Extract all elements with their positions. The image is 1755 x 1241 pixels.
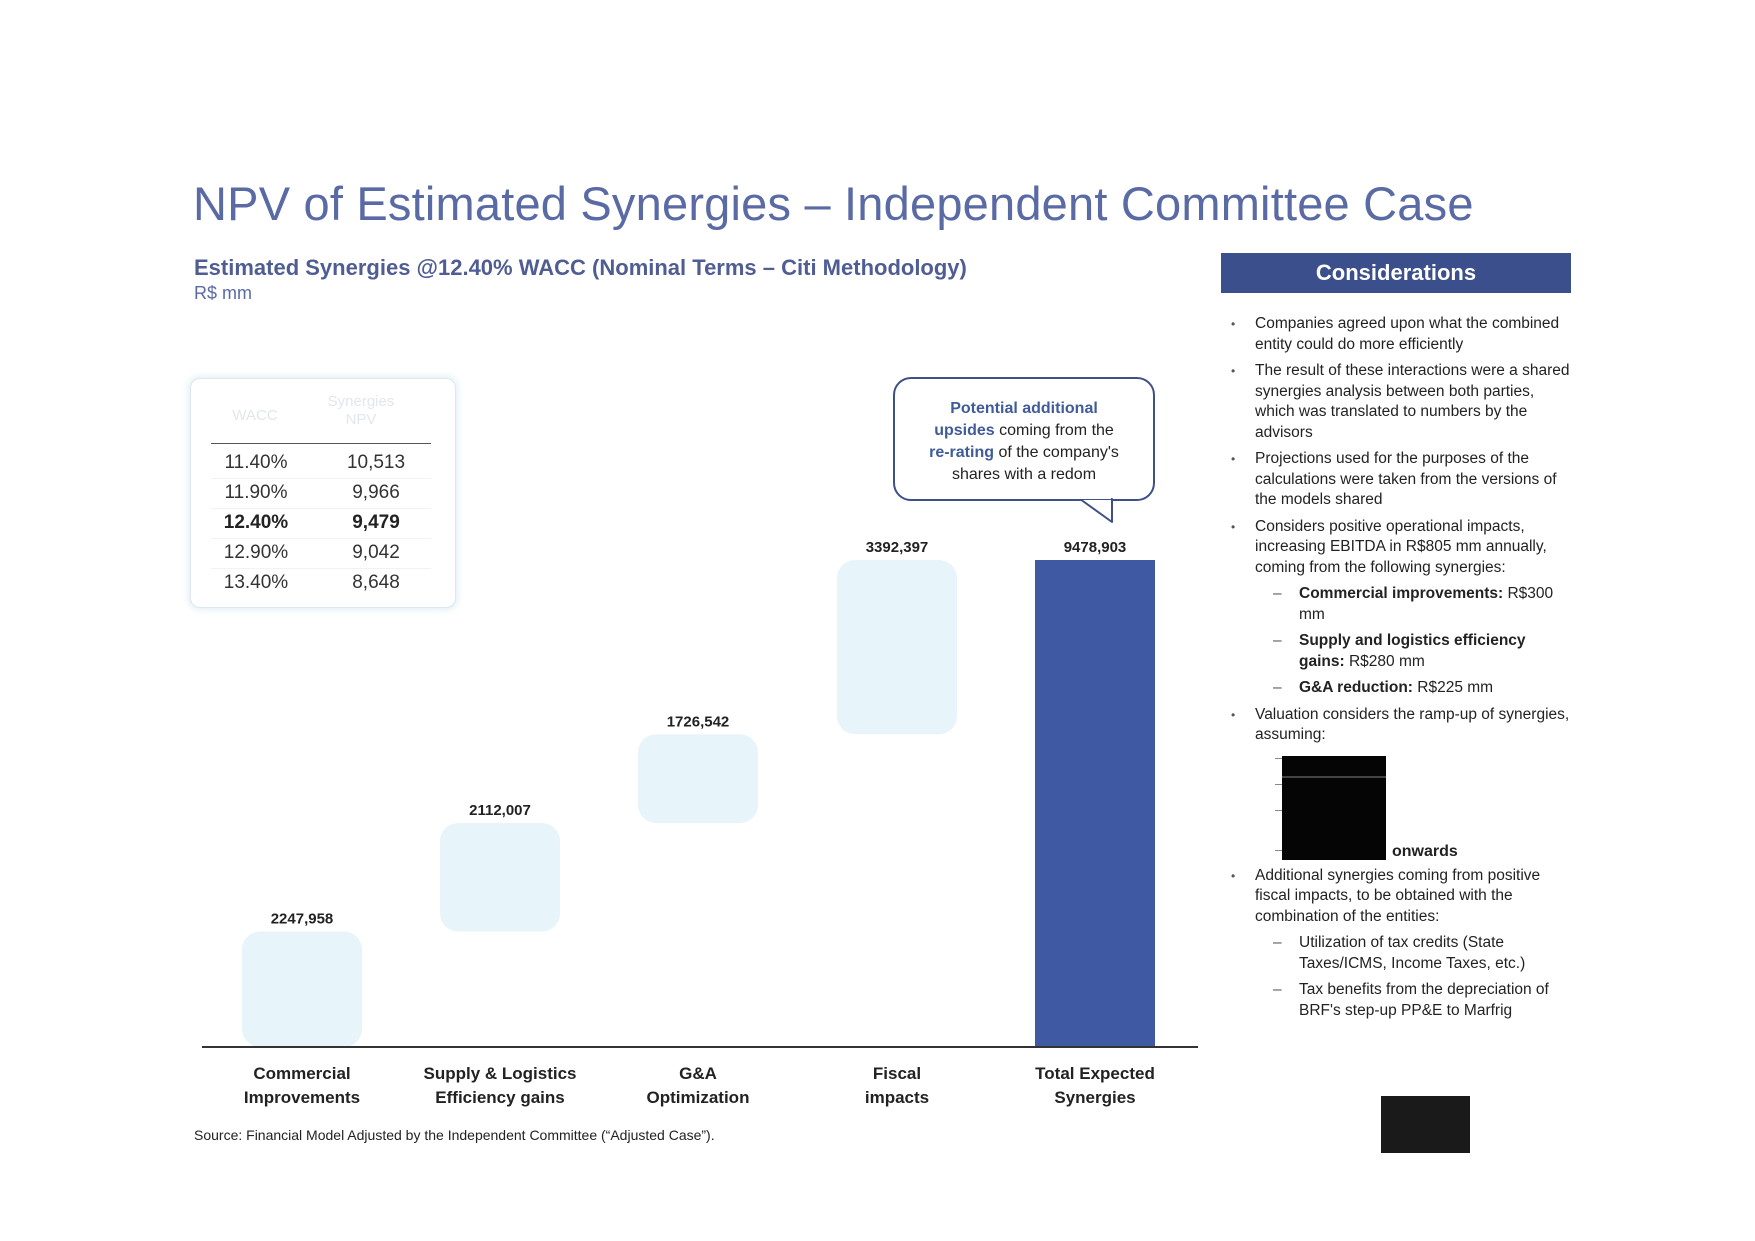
wacc-cell: 12.90% <box>223 542 289 563</box>
data-label: 3392,397 <box>865 538 929 556</box>
redacted-area <box>1225 746 1575 860</box>
list-item: • Considers positive operational impacts, increasing EBITDA in R$805 mm annually, coming from the following synergies: <box>1225 517 1575 579</box>
waterfall-bar <box>440 823 560 932</box>
wacc-sensitivity-table <box>190 378 456 608</box>
sub-item-dash <box>1275 850 1282 851</box>
chart-subtitle: Estimated Synergies @12.40% WACC (Nominal Terms – Citi Methodology) <box>194 255 967 280</box>
table-row <box>211 478 431 509</box>
source-note: Source: Financial Model Adjusted by the Independent Committee (“Adjusted Case”). <box>194 1127 715 1143</box>
category-label: impacts <box>864 1088 930 1107</box>
list-item: • Additional synergies coming from positive fiscal impacts, to be obtained with the combination of the entities: <box>1225 866 1575 928</box>
table-row <box>211 538 431 569</box>
sub-item-label: G&A reduction: <box>1299 679 1413 696</box>
sub-item <box>1225 631 1575 672</box>
npv-cell: 9,479 <box>352 512 400 533</box>
category-label: Efficiency gains <box>435 1088 565 1107</box>
sub-item-value: R$225 mm <box>1412 679 1494 696</box>
unit-label: R$ mm <box>194 283 252 303</box>
redaction-line <box>1282 776 1386 778</box>
wacc-header: WACC <box>232 407 278 424</box>
sub-item-dash <box>1275 810 1282 811</box>
data-label: 2247,958 <box>270 910 334 928</box>
npv-cell: 8,648 <box>352 572 400 593</box>
waterfall-bar <box>242 932 362 1047</box>
sub-item-label: Supply and logistics efficiency gains: <box>1299 632 1526 670</box>
npv-cell: 9,966 <box>352 482 400 503</box>
sub-item-dash <box>1275 758 1282 759</box>
data-label: 1726,542 <box>666 713 730 731</box>
list-item: • Valuation considers the ramp-up of synergies, assuming: <box>1225 705 1575 746</box>
sub-item-value: R$280 mm <box>1344 652 1425 670</box>
category-label: Commercial <box>253 1064 351 1083</box>
sub-item: – Utilization of tax credits (State Taxes/ICMS, Income Taxes, etc.) <box>1225 933 1575 974</box>
callout-text: coming from the <box>994 422 1114 439</box>
considerations-list <box>1225 314 1575 1027</box>
callout-line: shares with a redom <box>951 466 1097 483</box>
table-row <box>211 448 431 479</box>
sub-item-dash <box>1275 784 1282 785</box>
wacc-cell: 11.40% <box>224 452 288 473</box>
waterfall-bar <box>837 560 957 734</box>
total-bar <box>1035 560 1155 1047</box>
list-item: • Companies agreed upon what the combined entity could do more efficiently <box>1225 314 1575 355</box>
redaction-block <box>1282 756 1386 860</box>
category-label: Fiscal <box>872 1064 922 1083</box>
category-label: Total Expected <box>1035 1064 1155 1083</box>
category-label: Synergies <box>1054 1088 1136 1107</box>
wacc-cell: 13.40% <box>223 572 289 593</box>
category-label: G&A <box>679 1064 717 1083</box>
wacc-cell: 12.40% <box>223 512 289 533</box>
sub-item-label: Commercial improvements: <box>1299 585 1504 602</box>
list-item: • The result of these interactions were a shared synergies analysis between both parties, which was translated to numbers by the advisors <box>1225 361 1575 443</box>
callout-line <box>895 442 1153 464</box>
onwards-label: onwards <box>1392 842 1458 860</box>
list-item: • Projections used for the purposes of the calculations were taken from the versions of the models shared <box>1225 449 1575 511</box>
table-row <box>211 568 431 598</box>
callout-line: Potential additional <box>950 400 1098 417</box>
npv-header: Synergies NPV <box>327 393 395 428</box>
npv-cell: 9,042 <box>352 542 400 563</box>
wacc-cell: 11.90% <box>224 482 288 503</box>
sub-item <box>1225 678 1575 699</box>
npv-cell: 10,513 <box>346 452 406 473</box>
category-label: Optimization <box>646 1088 750 1107</box>
table-rule <box>211 443 431 444</box>
category-label: Supply & Logistics <box>423 1064 577 1083</box>
category-label: Improvements <box>243 1088 361 1107</box>
callout-highlight: upsides <box>934 422 995 439</box>
table-row-selected <box>211 508 431 539</box>
redaction-block <box>1381 1096 1470 1153</box>
callout-highlight: re-rating <box>929 444 994 461</box>
callout-tail <box>1070 496 1120 526</box>
callout-line <box>895 420 1153 442</box>
data-label: 9478,903 <box>1063 539 1127 556</box>
considerations-header: Considerations <box>1221 253 1571 293</box>
sub-item-value: R$300 mm <box>1299 585 1554 623</box>
sub-item <box>1225 584 1575 625</box>
upside-callout <box>893 377 1155 501</box>
sub-item: – Tax benefits from the depreciation of BRF's step-up PP&E to Marfrig <box>1225 980 1575 1021</box>
callout-text: of the company's <box>994 444 1119 461</box>
data-label: 2112,007 <box>469 801 531 819</box>
page-title: NPV of Estimated Synergies – Independent Committee Case <box>193 177 1474 230</box>
waterfall-bar <box>638 734 758 823</box>
